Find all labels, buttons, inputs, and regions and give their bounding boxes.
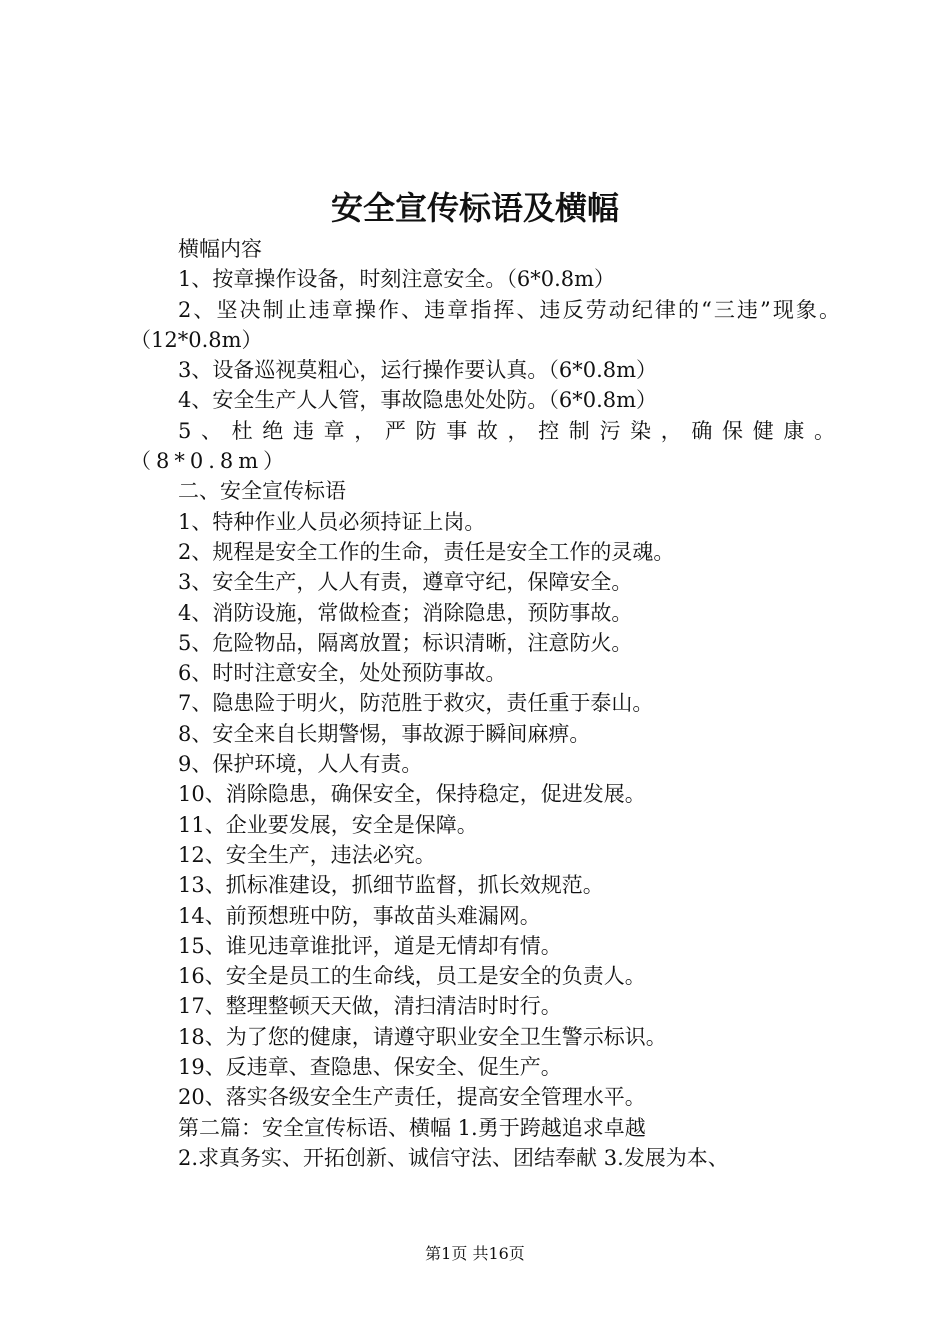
paragraph: 1、按章操作设备，时刻注意安全。（6*0.8m） bbox=[178, 267, 616, 292]
paragraph: 2、规程是安全工作的生命，责任是安全工作的灵魂。 bbox=[178, 539, 675, 564]
paragraph: 横幅内容 bbox=[178, 237, 262, 261]
paragraph: 6、时时注意安全，处处预防事故。 bbox=[178, 661, 507, 686]
paragraph: 4、安全生产人人管，事故隐患处处防。（6*0.8m） bbox=[178, 388, 658, 413]
paragraph: 10、消除隐患，确保安全，保持稳定，促进发展。 bbox=[178, 782, 646, 807]
paragraph: 19、反违章、查隐患、保安全、促生产。 bbox=[178, 1055, 562, 1080]
paragraph: 18、为了您的健康，请遵守职业安全卫生警示标识。 bbox=[178, 1024, 667, 1049]
paragraph: 2、坚决制止违章操作、违章指挥、违反劳动纪律的“三违”现象。（12*0.8m） bbox=[130, 297, 840, 352]
paragraph: 9、保护环境，人人有责。 bbox=[178, 752, 423, 777]
paragraph: 4、消防设施，常做检查；消除隐患，预防事故。 bbox=[178, 600, 633, 625]
page-number-footer: 第1页 共16页 bbox=[425, 1244, 525, 1263]
paragraph: 12、安全生产，违法必究。 bbox=[178, 842, 436, 867]
paragraph: 17、整理整顿天天做，清扫清洁时时行。 bbox=[178, 994, 562, 1019]
paragraph: 11、企业要发展，安全是保障。 bbox=[178, 812, 478, 837]
paragraph: 7、隐患险于明火，防范胜于救灾，责任重于泰山。 bbox=[178, 691, 654, 716]
paragraph: 20、落实各级安全生产责任，提高安全管理水平。 bbox=[178, 1085, 646, 1110]
paragraph: 5、危险物品，隔离放置；标识清晰，注意防火。 bbox=[178, 630, 633, 655]
paragraph: 15、谁见违章谁批评，道是无情却有情。 bbox=[178, 933, 562, 958]
paragraph: 1、特种作业人员必须持证上岗。 bbox=[178, 509, 486, 534]
paragraph: 第二篇：安全宣传标语、横幅 1.勇于跨越追求卓越 bbox=[178, 1115, 646, 1140]
document-title: 安全宣传标语及横幅 bbox=[330, 189, 619, 227]
paragraph: 8、安全来自长期警惕，事故源于瞬间麻痹。 bbox=[178, 721, 591, 746]
paragraph: 14、前预想班中防，事故苗头难漏网。 bbox=[178, 903, 541, 928]
paragraph: 16、安全是员工的生命线，员工是安全的负责人。 bbox=[178, 964, 646, 989]
section-heading: 二、安全宣传标语 bbox=[178, 479, 346, 504]
paragraph: 5、杜绝违章，严防事故，控制污染，确保健康。（8*0.8m） bbox=[130, 418, 840, 474]
paragraph: 3、安全生产，人人有责，遵章守纪，保障安全。 bbox=[178, 570, 633, 595]
document-body bbox=[130, 234, 840, 1173]
paragraph: 3、设备巡视莫粗心，运行操作要认真。（6*0.8m） bbox=[178, 358, 658, 383]
paragraph: 2.求真务实、开拓创新、诚信守法、团结奉献 3.发展为本、 bbox=[178, 1145, 729, 1170]
paragraph: 13、抓标准建设，抓细节监督，抓长效规范。 bbox=[178, 873, 604, 898]
